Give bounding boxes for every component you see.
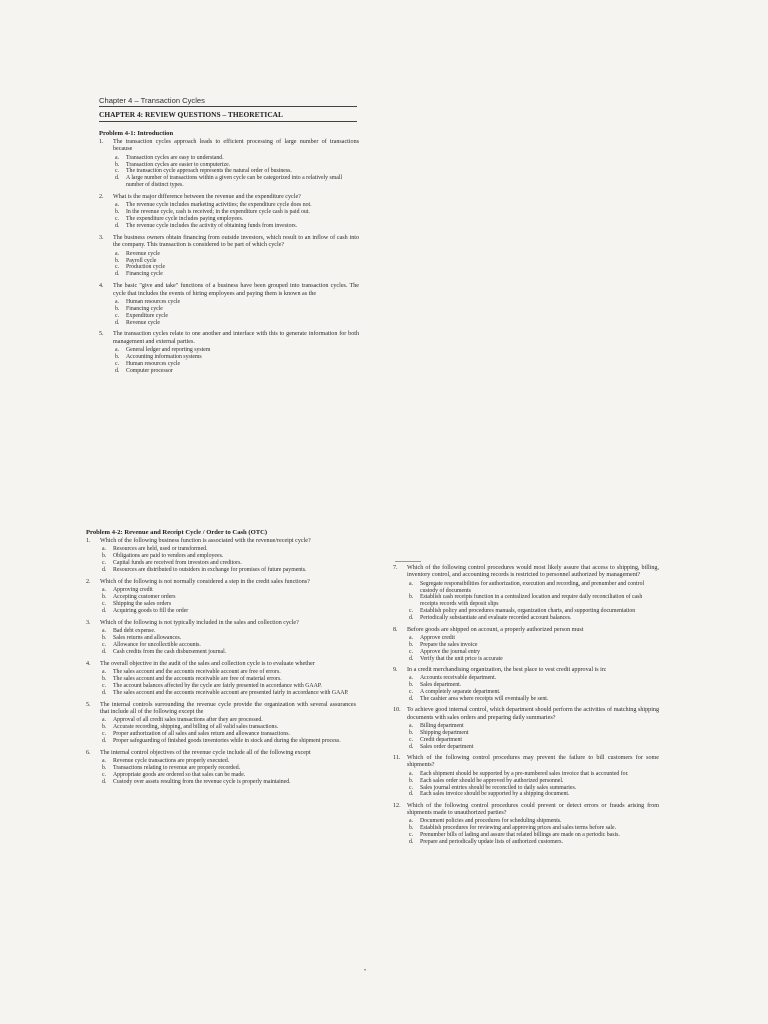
choice-text: Periodically substantiate and evaluate recorded account balances. [420, 615, 572, 622]
choice-letter: c. [115, 168, 120, 175]
choice-letter: a. [102, 717, 107, 724]
choice-letter: d. [115, 175, 120, 182]
question-number: 8. [393, 626, 398, 633]
choice-text: The sales account and the accounts receivable account are free of errors. [113, 669, 281, 676]
question-text: The overall objective in the audit of the sales and collection cycle is to evaluate whether [100, 660, 315, 667]
choice-letter: b. [115, 161, 120, 168]
choice-letter: a. [115, 154, 120, 161]
chapter-header: Chapter 4 – Transaction Cycles [99, 96, 357, 107]
answer-choice [407, 649, 659, 656]
choice-letter: c. [115, 360, 120, 367]
choice-text: The transaction cycle approach represents the natural order of business. [126, 168, 292, 175]
answer-choice [100, 669, 356, 676]
choice-letter: a. [409, 770, 414, 777]
choice-text: Shipping the sales orders [113, 601, 172, 608]
choice-letter: c. [102, 641, 107, 648]
question-item [393, 803, 659, 846]
choice-text: Revenue cycle [126, 319, 160, 326]
answer-choice [100, 587, 356, 594]
answer-choice [407, 791, 659, 798]
choice-text: Human resources cycle [126, 298, 181, 305]
choice-letter: b. [102, 675, 107, 682]
question-item [86, 538, 356, 574]
choice-letter: b. [102, 553, 107, 560]
question-text: Which of the following is not typically included in the sales and collection cycle? [100, 619, 299, 626]
question-number: 4. [99, 283, 104, 290]
choice-text: The account balances affected by the cycle are fairly presented in accordance with GAAP. [113, 682, 322, 689]
answer-choice [100, 731, 356, 738]
question-item [393, 667, 659, 703]
choice-list [113, 251, 359, 279]
answer-choice [407, 737, 659, 744]
choice-text: Approve credit [420, 634, 455, 641]
choice-letter: a. [409, 818, 414, 825]
choice-text: Each shipment should be supported by a pre-numbered sales invoice that is accounted for. [420, 770, 629, 777]
choice-text: Approving credit [113, 587, 153, 594]
choice-letter: d. [409, 615, 414, 622]
question-item [86, 750, 356, 786]
choice-text: Proper authorization of all sales and sales return and allowance transactions. [113, 731, 290, 738]
choice-letter: a. [102, 758, 107, 765]
answer-choice [113, 209, 359, 216]
choice-list [407, 675, 659, 703]
choice-text: Custody over assets resulting from the revenue cycle is properly maintained. [113, 778, 291, 785]
stray-mark: • [364, 968, 367, 974]
choice-text: Accounts receivable department. [420, 675, 497, 682]
choice-text: Accepting customer orders [113, 594, 176, 601]
answer-choice [100, 601, 356, 608]
choice-letter: a. [102, 587, 107, 594]
choice-text: Establish cash receipts function in a centralized location and require daily reconciliation of cash receipts records with deposit slips [420, 594, 643, 608]
question-text: Which of the following is not normally considered a step in the credit sales functions? [100, 578, 310, 585]
answer-choice [407, 771, 659, 778]
choice-text: Sales journal entries should be reconciled to daily sales summaries. [420, 784, 577, 791]
answer-choice [100, 635, 356, 642]
choice-letter: b. [115, 209, 120, 216]
answer-choice [113, 175, 359, 189]
choice-list [113, 202, 359, 230]
choice-letter: a. [115, 347, 120, 354]
choice-letter: d. [115, 271, 120, 278]
answer-choice [100, 676, 356, 683]
choice-letter: a. [115, 298, 120, 305]
choice-letter: d. [409, 695, 414, 702]
question-item [99, 235, 359, 278]
section-title: Problem 4-1: Introduction [99, 130, 174, 137]
choice-letter: c. [115, 264, 120, 271]
answer-choice [113, 354, 359, 361]
answer-choice [407, 689, 659, 696]
choice-text: Production cycle [126, 264, 166, 271]
choice-text: General ledger and reporting system [126, 347, 211, 354]
choice-text: Computer processor [126, 367, 173, 374]
choice-text: Acquiring goods to fill the order [113, 607, 189, 614]
choice-text: Sales order department [420, 743, 474, 750]
question-item [86, 579, 356, 615]
question-number: 2. [86, 578, 91, 585]
column-divider [395, 561, 421, 562]
choice-letter: c. [115, 216, 120, 223]
answer-choice [100, 772, 356, 779]
choice-text: Credit department [420, 736, 463, 743]
question-number: 11. [393, 755, 401, 762]
answer-choice [113, 368, 359, 375]
answer-choice [407, 696, 659, 703]
choice-text: The expenditure cycle includes paying employees. [126, 216, 244, 223]
question-item [99, 283, 359, 326]
choice-text: Obligations are paid to vendors and employees. [113, 553, 224, 560]
choice-letter: c. [102, 601, 107, 608]
choice-list [407, 581, 659, 622]
choice-text: Prenumber bills of lading and assure that related billings are made on a periodic basis. [420, 832, 620, 839]
answer-choice [113, 299, 359, 306]
choice-text: Appropriate goods are ordered so that sales can be made. [113, 772, 246, 779]
choice-list [407, 635, 659, 663]
choice-list [100, 546, 356, 574]
answer-choice [113, 347, 359, 354]
choice-text: Prepare the sales invoice [420, 641, 478, 648]
choice-letter: a. [409, 634, 414, 641]
choice-letter: a. [102, 628, 107, 635]
answer-choice [407, 839, 659, 846]
choice-text: Payroll cycle [126, 257, 157, 264]
choice-letter: b. [115, 353, 120, 360]
answer-choice [100, 690, 356, 697]
answer-choice [113, 313, 359, 320]
answer-choice [113, 320, 359, 327]
choice-letter: c. [115, 312, 120, 319]
question-item [393, 707, 659, 750]
question-number: 3. [99, 235, 104, 242]
question-text: The transaction cycles approach leads to efficient processing of large number of transactions because [113, 139, 359, 153]
choice-text: Accurate recording, shipping, and billing of all valid sales transactions. [113, 724, 279, 731]
question-text: To achieve good internal control, which department should perform the activities of matching shipping documents with sales orders and preparing daily summaries? [407, 707, 659, 721]
choice-list [113, 155, 359, 190]
choice-letter: b. [115, 305, 120, 312]
question-number: 5. [86, 701, 91, 708]
answer-choice [407, 682, 659, 689]
choice-letter: c. [409, 689, 414, 696]
choice-text: The revenue cycle includes the activity of obtaining funds from investors. [126, 223, 298, 230]
choice-letter: b. [409, 594, 414, 601]
choice-letter: b. [102, 594, 107, 601]
answer-choice [100, 758, 356, 765]
choice-letter: a. [409, 722, 414, 729]
question-item [393, 755, 659, 798]
answer-choice [100, 608, 356, 615]
answer-choice [100, 546, 356, 553]
choice-text: Document policies and procedures for scheduling shipments. [420, 818, 562, 825]
choice-letter: c. [409, 736, 414, 743]
review-questions-title: CHAPTER 4: REVIEW QUESTIONS – THEORETICAL [99, 110, 357, 122]
choice-letter: d. [409, 743, 414, 750]
choice-text: Approval of all credit sales transactions after they are processed. [113, 717, 263, 724]
choice-text: Expenditure cycle [126, 312, 169, 319]
answer-choice [113, 271, 359, 278]
choice-list [100, 628, 356, 656]
choice-letter: d. [409, 791, 414, 798]
choice-list [100, 717, 356, 745]
question-number: 3. [86, 619, 91, 626]
answer-choice [407, 615, 659, 622]
answer-choice [407, 730, 659, 737]
choice-text: Sales department. [420, 682, 462, 689]
question-number: 9. [393, 666, 398, 673]
question-item [86, 661, 356, 697]
choice-letter: d. [102, 778, 107, 785]
answer-choice [113, 251, 359, 258]
answer-choice [407, 778, 659, 785]
choice-letter: b. [102, 765, 107, 772]
choice-letter: c. [102, 682, 107, 689]
question-text: In a credit merchandising organization, the best place to vest credit approval is in: [407, 666, 607, 673]
problem-4-2-continued-section [393, 565, 659, 851]
problem-4-2-section [86, 529, 356, 791]
choice-letter: c. [409, 832, 414, 839]
section-title: Problem 4-2: Revenue and Receipt Cycle / Order to Cash (OTC) [86, 529, 268, 536]
question-item [393, 627, 659, 663]
answer-choice [100, 765, 356, 772]
choice-letter: a. [102, 546, 107, 553]
choice-text: Billing department [420, 722, 464, 729]
choice-text: Resources are distributed to outsiders in exchange for promises of future payments. [113, 567, 307, 574]
choice-letter: b. [409, 777, 414, 784]
choice-letter: d. [102, 738, 107, 744]
question-text: What is the major difference between the revenue and the expenditure cycle? [113, 194, 301, 201]
choice-text: Establish policy and procedures manuals, organization charts, and supporting documentation [420, 608, 636, 615]
choice-letter: d. [102, 689, 107, 696]
choice-text: Proper safeguarding of finished goods inventories while in stock and during the shipment process. [113, 738, 341, 744]
answer-choice [407, 723, 659, 730]
question-text: Which of the following control procedures may prevent the failure to bill customers for some shipments? [407, 755, 659, 769]
choice-letter: a. [102, 669, 107, 676]
choice-list [113, 299, 359, 327]
choice-text: The sales account and the accounts receivable are free of material errors. [113, 675, 282, 682]
answer-choice [407, 656, 659, 663]
choice-letter: d. [115, 367, 120, 374]
answer-choice [407, 608, 659, 615]
answer-choice [100, 628, 356, 635]
question-item [86, 702, 356, 745]
question-number: 12. [393, 802, 401, 809]
choice-text: Each sales invoice should be supported by a shipping document. [420, 791, 570, 798]
question-text: The transaction cycles relate to one another and interface with this to generate information for both management and external parties. [113, 331, 359, 345]
choice-list [113, 347, 359, 375]
choice-text: Bad debt expense. [113, 628, 156, 635]
answer-choice [100, 779, 356, 786]
choice-list [407, 771, 659, 799]
choice-letter: b. [409, 682, 414, 689]
question-number: 5. [99, 331, 104, 338]
choice-letter: b. [409, 729, 414, 736]
choice-text: Verify that the unit price is accurate [420, 655, 503, 662]
answer-choice [407, 744, 659, 751]
answer-choice [113, 155, 359, 162]
choice-text: Resources are held, used or transformed. [113, 546, 208, 553]
question-number: 2. [99, 194, 104, 201]
answer-choice [100, 642, 356, 649]
choice-letter: c. [409, 784, 414, 791]
choice-text: Sales returns and allowances. [113, 635, 182, 642]
choice-text: Revenue cycle transactions are properly executed. [113, 758, 230, 765]
question-number: 10. [393, 707, 401, 714]
choice-letter: b. [102, 635, 107, 642]
choice-text: Financing cycle [126, 271, 163, 278]
choice-text: Revenue cycle [126, 250, 160, 257]
question-text: The internal control objectives of the revenue cycle include all of the following except [100, 749, 311, 756]
answer-choice [407, 581, 659, 595]
choice-letter: b. [115, 257, 120, 264]
choice-letter: d. [409, 655, 414, 662]
choice-text: Transactions relating to revenue are properly recorded. [113, 765, 241, 772]
choice-letter: c. [102, 731, 107, 738]
answer-choice [100, 594, 356, 601]
question-text: The basic "give and take" functions of a business have been grouped into transaction cycles. The cycle that includes the events of hiring employees and paying them is known as the [113, 283, 359, 297]
answer-choice [407, 635, 659, 642]
choice-letter: c. [102, 772, 107, 779]
choice-letter: b. [409, 825, 414, 832]
choice-list [407, 723, 659, 751]
question-item [86, 620, 356, 656]
question-number: 1. [86, 538, 91, 544]
choice-letter: a. [409, 580, 414, 587]
question-item [99, 331, 359, 374]
answer-choice [100, 649, 356, 656]
answer-choice [100, 560, 356, 567]
choice-text: In the revenue cycle, cash is received; in the expenditure cycle cash is paid out. [126, 209, 310, 216]
answer-choice [407, 785, 659, 792]
choice-list [407, 818, 659, 846]
choice-letter: c. [409, 608, 414, 615]
question-item [99, 139, 359, 189]
answer-choice [113, 264, 359, 271]
choice-text: The revenue cycle includes marketing activities; the expenditure cycle does not. [126, 202, 312, 209]
answer-choice [100, 738, 356, 745]
choice-letter: b. [409, 641, 414, 648]
answer-choice [113, 258, 359, 265]
choice-text: Capital funds are received from investors and creditors. [113, 560, 242, 567]
answer-choice [100, 683, 356, 690]
choice-text: Segregate responsibilities for authorization, execution and recording, and prenumber and control custody of documents [420, 580, 645, 594]
answer-choice [113, 202, 359, 209]
answer-choice [100, 567, 356, 574]
choice-text: Accounting information systems [126, 353, 202, 360]
choice-letter: d. [102, 648, 107, 655]
choice-letter: d. [102, 607, 107, 614]
choice-text: Approve the journal entry [420, 648, 481, 655]
choice-letter: b. [102, 724, 107, 731]
choice-text: Human resources cycle [126, 360, 181, 367]
question-number: 7. [393, 565, 398, 571]
question-item [393, 565, 659, 622]
choice-text: A completely separate department. [420, 689, 501, 696]
question-item [99, 194, 359, 230]
question-number: 1. [99, 139, 104, 145]
choice-letter: d. [102, 567, 107, 574]
answer-choice [407, 642, 659, 649]
answer-choice [113, 306, 359, 313]
choice-letter: a. [409, 675, 414, 682]
choice-text: A large number of transactions within a given cycle can be categorized into a relatively small number of distinct types. [126, 175, 343, 189]
choice-text: Cash credits from the cash disbursement journal. [113, 648, 227, 655]
answer-choice [407, 594, 659, 608]
choice-letter: d. [115, 223, 120, 230]
choice-letter: a. [115, 250, 120, 257]
choice-letter: d. [115, 319, 120, 326]
question-text: The business owners obtain financing from outside investors, which result to an inflow of cash into the company. This transaction is considered to be part of which cycle? [113, 235, 359, 249]
choice-text: Each sales order should be approved by authorized personnel. [420, 777, 564, 784]
question-text: The internal controls surrounding the revenue cycle provide the organization with several assurances that include all of the following except the [100, 701, 356, 715]
choice-list [100, 669, 356, 697]
question-text: Which of the following business function is associated with the revenue/receipt cycle? [100, 538, 311, 544]
choice-text: Allowance for uncollectible accounts. [113, 641, 201, 648]
choice-list [100, 587, 356, 615]
question-number: 6. [86, 749, 91, 756]
choice-letter: c. [102, 560, 107, 567]
question-text: Before goods are shipped on account, a properly authorized person must [407, 626, 584, 633]
question-text: Which of the following control procedures could prevent or detect errors or frauds arising from shipments made to unauthorized parties? [407, 802, 659, 817]
choice-text: Prepare and periodically update lists of authorized customers. [420, 839, 563, 846]
question-text: Which of the following control procedures would most likely assure that access to shipping, billing, inventory control, and accounting records is restricted to personnel authorized by management? [407, 565, 659, 579]
choice-letter: d. [409, 839, 414, 846]
problem-4-1-section [99, 130, 359, 380]
choice-text: Transaction cycles are easier to computerize. [126, 161, 231, 168]
question-number: 4. [86, 660, 91, 667]
choice-text: The cashier area where receipts will eventually be sent. [420, 695, 549, 702]
answer-choice [407, 675, 659, 682]
answer-choice [113, 361, 359, 368]
choice-list [100, 758, 356, 786]
choice-text: Transaction cycles are easy to understand. [126, 154, 224, 161]
answer-choice [113, 223, 359, 230]
choice-letter: a. [115, 202, 120, 209]
choice-text: The sales account and the accounts receivable account are presented fairly in accordance with GAAP. [113, 689, 349, 696]
choice-letter: c. [409, 648, 414, 655]
choice-text: Shipping department [420, 729, 469, 736]
choice-text: Financing cycle [126, 305, 163, 312]
choice-text: Establish procedures for reviewing and approving prices and sales terms before sale. [420, 825, 617, 832]
